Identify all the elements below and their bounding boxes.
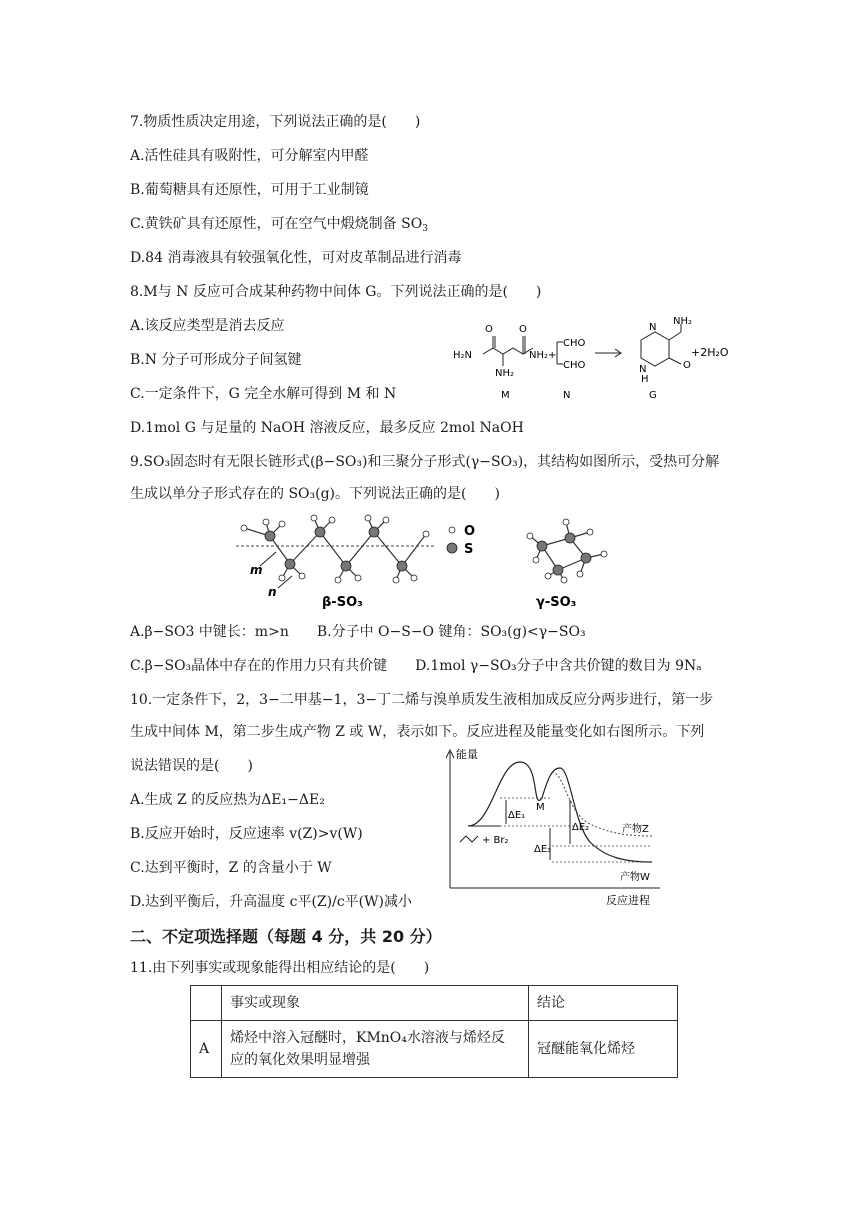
svg-text:ΔE₁: ΔE₁ xyxy=(508,810,526,821)
table-header-row xyxy=(191,986,678,1021)
svg-text:m: m xyxy=(250,563,263,577)
svg-text:能量: 能量 xyxy=(456,748,478,761)
q8-option-b: B.N 分子可形成分子间氢键 xyxy=(130,352,302,368)
svg-text:M: M xyxy=(536,802,545,813)
svg-text:β-SO₃: β-SO₃ xyxy=(322,595,363,610)
table-header-cell: 事实或现象 xyxy=(222,986,529,1021)
q9-options-ab: A.β−SO3 中键长：m>n B.分子中 O−S−O 键角：SO₃(g)<γ−SO₃ xyxy=(130,624,586,640)
svg-text:O: O xyxy=(683,360,691,371)
q10-option-b: B.反应开始时，反应速率 v(Z)>v(W) xyxy=(130,826,363,842)
svg-text:γ-SO₃: γ-SO₃ xyxy=(536,595,577,610)
svg-text:G: G xyxy=(649,390,657,401)
table-header-cell: 结论 xyxy=(529,986,678,1021)
svg-text:H: H xyxy=(641,374,649,385)
q7-option-a: A.活性硅具有吸附性，可分解室内甲醛 xyxy=(130,148,369,164)
svg-text:+ Br₂: + Br₂ xyxy=(482,835,509,846)
q8-option-a: A.该反应类型是消去反应 xyxy=(130,318,285,334)
svg-text:O: O xyxy=(464,524,476,539)
q10-stem-line3: 说法错误的是( ) xyxy=(130,758,253,774)
svg-text:产物Z: 产物Z xyxy=(622,824,649,835)
q8-reaction-figure xyxy=(445,312,745,404)
svg-text:反应进程: 反应进程 xyxy=(606,894,650,907)
table-header-cell xyxy=(191,986,222,1021)
svg-text:NH₂: NH₂ xyxy=(673,316,693,327)
svg-text:CHO: CHO xyxy=(563,338,586,349)
q10-energy-diagram xyxy=(440,744,670,908)
q10-option-a: A.生成 Z 的反应热为ΔE₁−ΔE₂ xyxy=(130,792,325,808)
svg-text:CHO: CHO xyxy=(563,360,586,371)
table-row xyxy=(191,1021,678,1078)
q10-option-c: C.达到平衡时，Z 的含量小于 W xyxy=(130,860,332,876)
q8-option-c: C.一定条件下，G 完全水解可得到 M 和 N xyxy=(130,386,397,402)
svg-text:S: S xyxy=(464,542,474,557)
q9-stem-line2: 生成以单分子形式存在的 SO₃(g)。下列说法正确的是( ) xyxy=(130,486,500,502)
svg-text:M: M xyxy=(501,390,510,401)
svg-text:O: O xyxy=(519,324,527,335)
svg-text:N: N xyxy=(563,390,571,401)
svg-text:ΔE₂: ΔE₂ xyxy=(572,822,590,833)
svg-text:+2H₂O: +2H₂O xyxy=(691,346,729,359)
q10-stem-line1: 10.一定条件下，2，3−二甲基−1，3−丁二烯与溴单质发生液相加成反应分两步进行，第一步 xyxy=(130,692,714,708)
q7-option-d: D.84 消毒液具有较强氧化性，可对皮革制品进行消毒 xyxy=(130,250,462,266)
q7-stem: 7.物质性质决定用途，下列说法正确的是( ) xyxy=(130,114,421,130)
row-label: A xyxy=(191,1021,222,1078)
svg-text:产物W: 产物W xyxy=(620,872,650,883)
q9-structure-figure xyxy=(230,508,630,610)
q7-option-b: B.葡萄糖具有还原性，可用于工业制镜 xyxy=(130,182,369,198)
svg-text:ΔE₃: ΔE₃ xyxy=(534,844,552,855)
svg-text:n: n xyxy=(268,585,277,599)
q11-table xyxy=(190,985,678,1078)
fact-cell: 烯烃中溶入冠醚时，KMnO₄水溶液与烯烃反 应的氧化效果明显增强 xyxy=(222,1021,529,1078)
svg-text:NH₂: NH₂ xyxy=(495,368,515,379)
svg-text:NH₂+: NH₂+ xyxy=(529,350,557,361)
svg-text:N: N xyxy=(639,364,647,375)
q10-option-d: D.达到平衡后，升高温度 c平(Z)/c平(W)减小 xyxy=(130,894,412,910)
svg-text:O: O xyxy=(485,324,493,335)
q9-options-cd: C.β−SO₃晶体中存在的作用力只有共价键 D.1mol γ−SO₃分子中含共价键的数目为 9Nₐ xyxy=(130,658,702,674)
q10-stem-line2: 生成中间体 M，第二步生成产物 Z 或 W，表示如下。反应进程及能量变化如右图所示。下列 xyxy=(130,724,705,740)
section-title: 二、不定项选择题（每题 4 分，共 20 分） xyxy=(130,927,442,946)
conclusion-cell: 冠醚能氧化烯烃 xyxy=(529,1021,678,1078)
svg-text:N: N xyxy=(649,322,657,333)
q8-option-d: D.1mol G 与足量的 NaOH 溶液反应，最多反应 2mol NaOH xyxy=(130,420,524,436)
q7-option-c: C.黄铁矿具有还原性，可在空气中煅烧制备 $SO_3$ xyxy=(130,216,428,234)
q11-stem: 11.由下列事实或现象能得出相应结论的是( ) xyxy=(130,960,430,976)
q9-stem-line1: 9.SO₃固态时有无限长链形式(β−SO₃)和三聚分子形式(γ−SO₃)，其结构如图所示，受热可分解 xyxy=(130,454,720,470)
svg-text:H₂N: H₂N xyxy=(453,350,473,361)
q8-stem: 8.M与 N 反应可合成某种药物中间体 G。下列说法正确的是( ) xyxy=(130,284,542,300)
